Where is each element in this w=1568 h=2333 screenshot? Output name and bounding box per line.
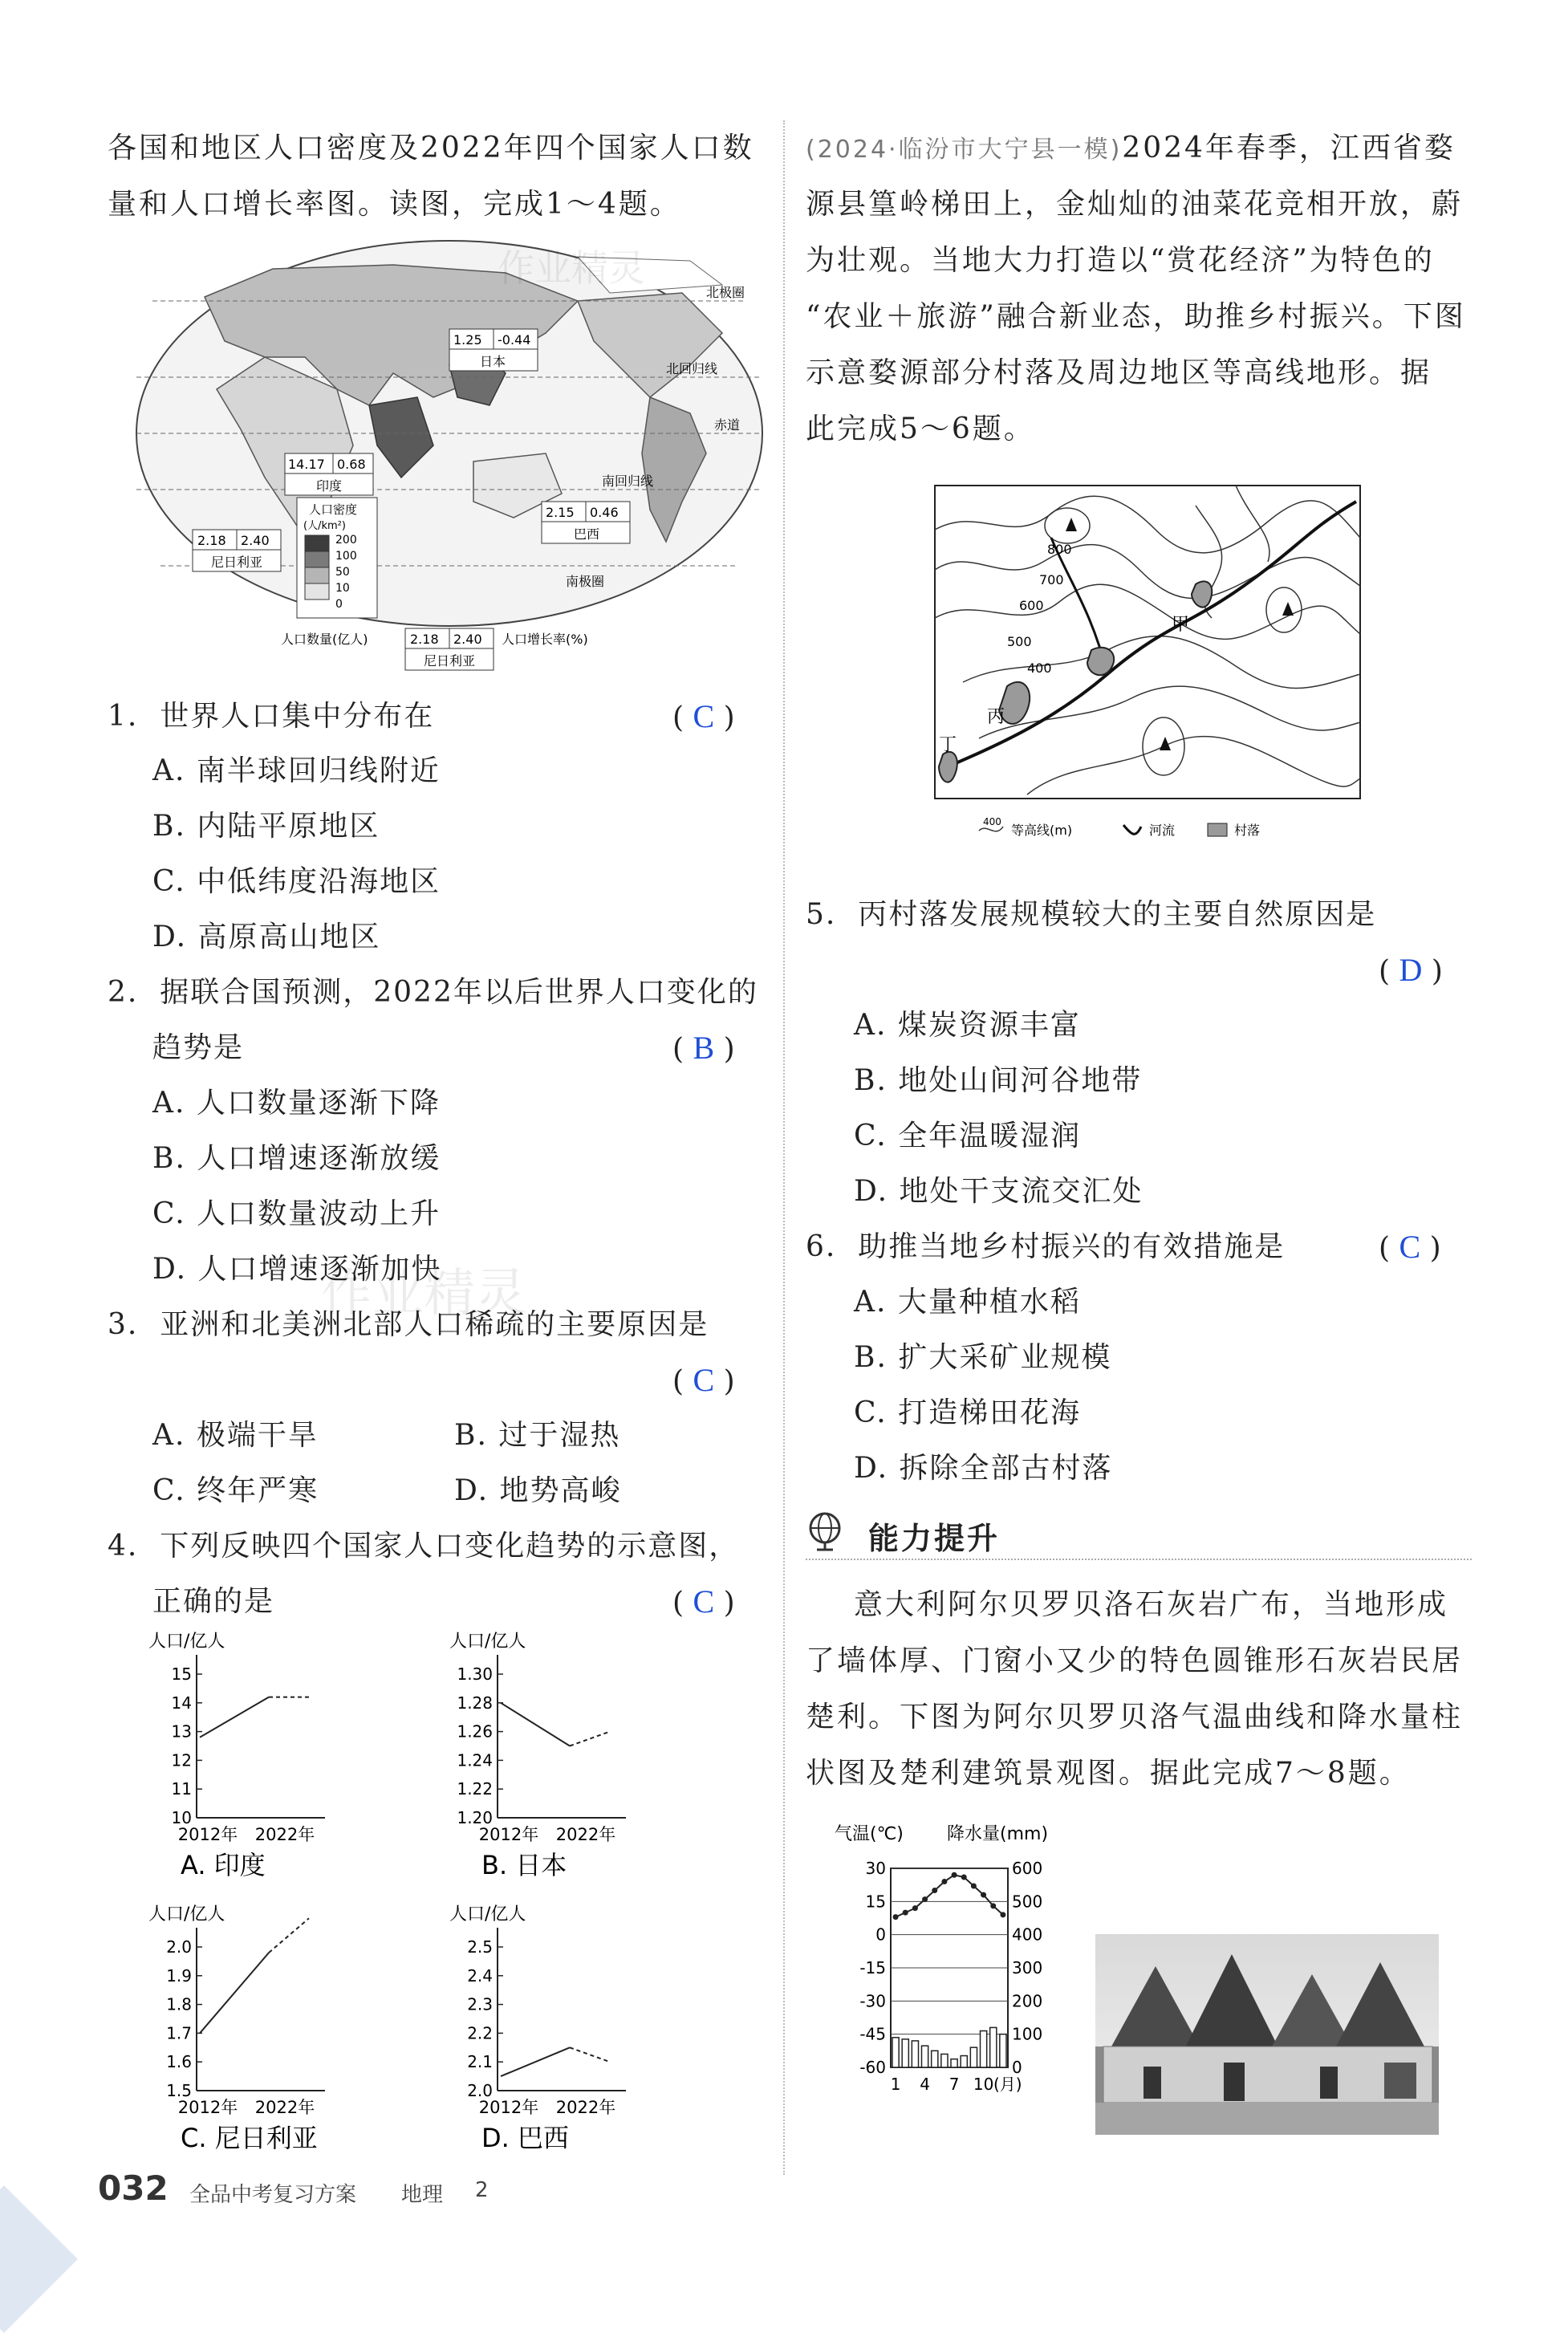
precip-bar: [990, 2027, 997, 2067]
mini-chart-japan: [449, 1629, 658, 1894]
book-title: 全品中考复习方案: [189, 2183, 357, 2207]
y-tick-label: 15: [171, 1664, 192, 1684]
trulli-photo: [1095, 1934, 1439, 2135]
y-tick-label: 1.28: [457, 1693, 493, 1713]
y-tick-label: 1.22: [457, 1779, 493, 1799]
y-axis-label: 人口/亿人: [148, 1904, 225, 1925]
temp-point: [961, 1875, 967, 1880]
tropic-north-label: 北回归线: [666, 361, 718, 376]
world-population-density-map: [128, 237, 770, 678]
contour-label-800: 800: [1047, 542, 1072, 557]
precip-tick-label: 0: [1012, 2058, 1022, 2077]
q4-stem-line-2: 正确的是: [152, 1585, 275, 1618]
q6-answer: C: [1399, 1229, 1421, 1265]
right-intro-line-1: (2024·临汾市大宁县一模)2024年春季，江西省婺: [806, 132, 1456, 165]
q5-option-a: A. 煤炭资源丰富: [854, 1009, 1081, 1042]
temp-point: [932, 1888, 937, 1893]
precip-tick-label: 600: [1012, 1859, 1043, 1878]
precip-bar: [981, 2031, 987, 2067]
village-jia-label: 甲: [1172, 615, 1190, 635]
passage-line-3: 楚利。下图为阿尔贝罗贝洛气温曲线和降水量柱: [806, 1701, 1464, 1733]
contour-map: [931, 482, 1364, 867]
svg-text:村落: 村落: [1234, 823, 1261, 838]
temp-point: [1000, 1912, 1005, 1917]
q1-answer: C: [693, 698, 715, 734]
y-tick-label: 12: [171, 1750, 192, 1770]
contour-label-700: 700: [1039, 572, 1064, 587]
svg-text:2.18: 2.18: [410, 632, 439, 647]
trend-line: [200, 1953, 269, 2033]
precip-bar: [932, 2051, 938, 2067]
globe-icon: [806, 1510, 847, 1552]
mini-chart-brazil: [449, 1902, 658, 2167]
svg-text:2.40: 2.40: [241, 533, 270, 548]
temp-point: [941, 1879, 947, 1884]
month-tick-label: 1: [890, 2075, 901, 2094]
caption: D. 巴西: [481, 2123, 569, 2153]
svg-text:-0.44: -0.44: [498, 332, 531, 348]
q1-stem: 1. 世界人口集中分布在: [108, 700, 435, 733]
q5-option-b: B. 地处山间河谷地带: [854, 1064, 1143, 1097]
q3-stem: 3. 亚洲和北美洲北部人口稀疏的主要原因是: [108, 1308, 709, 1341]
q2-stem-line-1: 2. 据联合国预测，2022年以后世界人口变化的: [108, 976, 758, 1009]
q2-option-b: B. 人口增速逐渐放缓: [152, 1142, 441, 1175]
svg-text:人口数量(亿人): 人口数量(亿人): [281, 632, 368, 647]
y-tick-label: 11: [171, 1779, 192, 1799]
y-tick-label: 1.24: [457, 1750, 493, 1770]
projected-line: [570, 1732, 610, 1746]
q1-option-b: B. 内陆平原地区: [152, 810, 380, 843]
q5-answer: D: [1399, 952, 1423, 988]
q2-option-d: D. 人口增速逐渐加快: [152, 1253, 442, 1286]
temp-axis-title: 气温(℃): [835, 1824, 904, 1844]
precip-bar: [941, 2054, 948, 2067]
village-bing-label: 丙: [987, 707, 1005, 727]
x-tick-label: 2012年: [177, 2098, 238, 2117]
temp-tick-label: 0: [875, 1925, 886, 1945]
svg-text:10: 10: [335, 582, 350, 595]
svg-text:尼日利亚: 尼日利亚: [424, 653, 476, 669]
q6-option-d: D. 拆除全部古村落: [854, 1452, 1113, 1485]
trend-line: [200, 1697, 269, 1738]
temp-point: [922, 1896, 928, 1902]
right-intro-line-4: “农业＋旅游”融合新业态，助推乡村振兴。下图: [806, 300, 1466, 333]
y-axis-label: 人口/亿人: [449, 1632, 526, 1652]
y-tick-label: 1.8: [166, 1994, 192, 2014]
q4-answer: C: [693, 1583, 715, 1620]
column-divider: [783, 120, 785, 2175]
contour-legend: [979, 816, 1260, 838]
month-tick-label: 4: [920, 2075, 930, 2094]
x-tick-label: 2022年: [254, 1825, 315, 1844]
passage-line-1: 意大利阿尔贝罗贝洛石灰岩广布，当地形成: [854, 1588, 1449, 1621]
x-tick-label: 2012年: [478, 2098, 539, 2117]
precip-bar: [892, 2038, 899, 2067]
temp-point: [903, 1910, 908, 1916]
nigeria-box: [193, 530, 281, 571]
x-axis-unit: (月): [993, 2075, 1022, 2094]
temp-point: [990, 1903, 996, 1908]
precip-bar: [961, 2056, 967, 2067]
x-tick-label: 2022年: [254, 2098, 315, 2117]
arctic-circle-label: 北极圈: [706, 285, 745, 300]
y-tick-label: 13: [171, 1721, 192, 1742]
temp-tick-label: -45: [859, 2024, 886, 2044]
trend-line: [501, 2047, 570, 2076]
q5-answer-box: ( D ): [1379, 952, 1443, 988]
temp-tick-label: 30: [865, 1859, 886, 1878]
precip-axis-title: 降水量(mm): [947, 1824, 1049, 1844]
temp-point: [981, 1892, 986, 1898]
q6-answer-box: ( C ): [1379, 1229, 1441, 1265]
q6-option-b: B. 扩大采矿业规模: [854, 1341, 1112, 1374]
y-tick-label: 1.26: [457, 1721, 493, 1742]
caption: C. 尼日利亚: [181, 2123, 318, 2153]
temp-point: [912, 1905, 918, 1911]
q4-stem-line-1: 4. 下列反映四个国家人口变化趋势的示意图，: [108, 1530, 740, 1563]
x-tick-label: 2022年: [555, 2098, 616, 2117]
right-intro-line-3: 为壮观。当地大力打造以“赏花经济”为特色的: [806, 244, 1435, 277]
month-tick-label: 7: [949, 2075, 960, 2094]
q1-option-a: A. 南半球回归线附近: [152, 754, 441, 787]
y-tick-label: 2.3: [467, 1994, 493, 2014]
mini-chart-nigeria: [148, 1902, 357, 2167]
precip-tick-label: 500: [1012, 1892, 1043, 1912]
q1-option-d: D. 高原高山地区: [152, 921, 381, 953]
climate-chart: [827, 1822, 1075, 2135]
right-intro-line-2: 源县篁岭梯田上，金灿灿的油菜花竞相开放，蔚: [806, 188, 1464, 221]
svg-text:尼日利亚: 尼日利亚: [211, 555, 263, 570]
svg-text:日本: 日本: [480, 354, 506, 369]
q2-option-c: C. 人口数量波动上升: [152, 1197, 441, 1230]
precip-tick-label: 100: [1012, 2024, 1043, 2044]
q5-stem: 5. 丙村落发展规模较大的主要自然原因是: [806, 898, 1377, 931]
precip-bar: [970, 2047, 977, 2067]
caption: A. 印度: [181, 1850, 266, 1880]
svg-text:(人/km²): (人/km²): [303, 520, 346, 532]
q2-stem-line-2: 趋势是: [152, 1031, 245, 1064]
svg-text:400: 400: [983, 816, 1001, 827]
svg-text:200: 200: [335, 534, 357, 547]
x-tick-label: 2012年: [177, 1825, 238, 1844]
q3-answer-box: ( C ): [672, 1362, 735, 1398]
mini-chart-india: [148, 1629, 357, 1894]
q5-option-d: D. 地处干支流交汇处: [854, 1175, 1144, 1208]
svg-text:2.40: 2.40: [453, 632, 482, 647]
month-tick-label: 10: [973, 2075, 994, 2094]
y-tick-label: 1.30: [457, 1664, 493, 1684]
caption: B. 日本: [481, 1850, 567, 1880]
q6-option-a: A. 大量种植水稻: [854, 1286, 1081, 1319]
y-tick-label: 1.7: [166, 2023, 192, 2043]
temp-point: [971, 1884, 977, 1889]
village-ding-label: 丁: [939, 735, 957, 755]
x-tick-label: 2022年: [555, 1825, 616, 1844]
precip-tick-label: 400: [1012, 1925, 1043, 1945]
svg-text:1.25: 1.25: [453, 332, 482, 348]
watermark: 作业精灵: [498, 246, 645, 290]
y-axis-label: 人口/亿人: [449, 1904, 526, 1925]
svg-text:河流: 河流: [1149, 823, 1176, 838]
subject: 地理: [401, 2183, 444, 2207]
q6-stem: 6. 助推当地乡村振兴的有效措施是: [806, 1230, 1286, 1263]
passage-line-2: 了墙体厚、门窗小又少的特色圆锥形石灰岩民居: [806, 1644, 1464, 1677]
y-tick-label: 14: [171, 1693, 192, 1713]
projected-line: [570, 2047, 610, 2062]
svg-text:0.46: 0.46: [590, 505, 619, 520]
passage-line-4: 状图及楚利建筑景观图。据此完成7～8题。: [806, 1757, 1411, 1790]
y-tick-label: 2.1: [467, 2052, 493, 2072]
y-tick-label: 1.6: [166, 2052, 192, 2072]
q6-option-c: C. 打造梯田花海: [854, 1396, 1082, 1429]
y-tick-label: 10: [171, 1808, 192, 1827]
y-axis-label: 人口/亿人: [148, 1632, 225, 1652]
precip-bar: [951, 2059, 957, 2067]
q2-answer: B: [693, 1030, 715, 1066]
y-tick-label: 2.5: [467, 1937, 493, 1957]
india-box: [285, 453, 373, 495]
q4-answer-box: ( C ): [672, 1583, 735, 1620]
q2-answer-box: ( B ): [672, 1030, 735, 1066]
right-intro-line-6: 此完成5～6题。: [806, 413, 1035, 445]
japan-box: [449, 329, 538, 371]
temp-point: [893, 1914, 899, 1920]
svg-text:100: 100: [335, 550, 357, 563]
q3-option-a: A. 极端干旱: [152, 1419, 319, 1452]
corner-decoration: [0, 2185, 78, 2333]
y-tick-label: 2.0: [166, 1937, 192, 1957]
contour-label-400: 400: [1027, 660, 1052, 676]
y-tick-label: 1.5: [166, 2081, 192, 2100]
density-legend: [297, 498, 377, 618]
section-title: 能力提升: [868, 1521, 1001, 1556]
q3-option-b: B. 过于湿热: [454, 1419, 621, 1452]
svg-text:等高线(m): 等高线(m): [1011, 823, 1073, 838]
antarctic-circle-label: 南极圈: [566, 574, 605, 589]
temp-line: [896, 1875, 1003, 1916]
section-header: [806, 1509, 1472, 1560]
contour-label-600: 600: [1019, 598, 1044, 613]
q3-option-c: C. 终年严寒: [152, 1474, 319, 1507]
y-tick-label: 1.20: [457, 1808, 493, 1827]
precip-tick-label: 300: [1012, 1958, 1043, 1977]
precip-bar: [922, 2046, 928, 2067]
precip-bar: [1000, 2034, 1006, 2067]
svg-text:14.17: 14.17: [288, 457, 325, 472]
temp-point: [952, 1872, 957, 1878]
q1-answer-box: ( C ): [672, 698, 735, 734]
svg-text:人口增长率(%): 人口增长率(%): [502, 632, 588, 647]
svg-text:2.18: 2.18: [197, 533, 226, 548]
volume-number: 2: [475, 2178, 489, 2202]
x-tick-label: 2012年: [478, 1825, 539, 1844]
y-tick-label: 2.0: [467, 2081, 493, 2100]
temp-tick-label: -60: [859, 2058, 886, 2077]
svg-text:50: 50: [335, 566, 350, 579]
svg-text:0.68: 0.68: [337, 457, 366, 472]
contour-label-500: 500: [1007, 634, 1032, 649]
page-number: 032: [98, 2168, 169, 2208]
y-tick-label: 1.9: [166, 1965, 192, 1985]
trend-line: [501, 1703, 570, 1746]
question-source: (2024·临汾市大宁县一模): [806, 136, 1123, 164]
q3-answer: C: [693, 1362, 715, 1398]
svg-text:人口密度: 人口密度: [309, 502, 358, 517]
svg-text:印度: 印度: [316, 478, 343, 494]
brazil-box: [542, 502, 630, 543]
y-tick-label: 2.4: [467, 1965, 493, 1985]
q1-option-c: C. 中低纬度沿海地区: [152, 865, 441, 898]
temp-tick-label: -30: [859, 1991, 886, 2011]
watermark-2: 作业精灵: [321, 1264, 526, 1323]
temp-tick-label: 15: [865, 1892, 886, 1912]
projected-line: [269, 1918, 309, 1953]
q3-option-d: D. 地势高峻: [454, 1474, 622, 1507]
temp-tick-label: -15: [859, 1958, 886, 1977]
precip-tick-label: 200: [1012, 1991, 1043, 2011]
svg-text:0: 0: [335, 598, 343, 611]
intro-line-2: 量和人口增长率图。读图，完成1～4题。: [108, 188, 681, 221]
y-tick-label: 2.2: [467, 2023, 493, 2043]
q2-option-a: A. 人口数量逐渐下降: [152, 1087, 441, 1120]
intro-line-1: 各国和地区人口密度及2022年四个国家人口数: [108, 132, 754, 165]
precip-bar: [902, 2039, 908, 2067]
footer: [0, 2167, 1568, 2265]
tropic-south-label: 南回归线: [602, 474, 654, 489]
precip-bar: [912, 2041, 918, 2067]
svg-text:2.15: 2.15: [546, 505, 575, 520]
equator-label: 赤道: [714, 417, 741, 433]
right-intro-line-5: 示意婺源部分村落及周边地区等高线地形。据: [806, 356, 1432, 389]
svg-text:巴西: 巴西: [574, 526, 600, 542]
q5-option-c: C. 全年温暖湿润: [854, 1120, 1082, 1152]
